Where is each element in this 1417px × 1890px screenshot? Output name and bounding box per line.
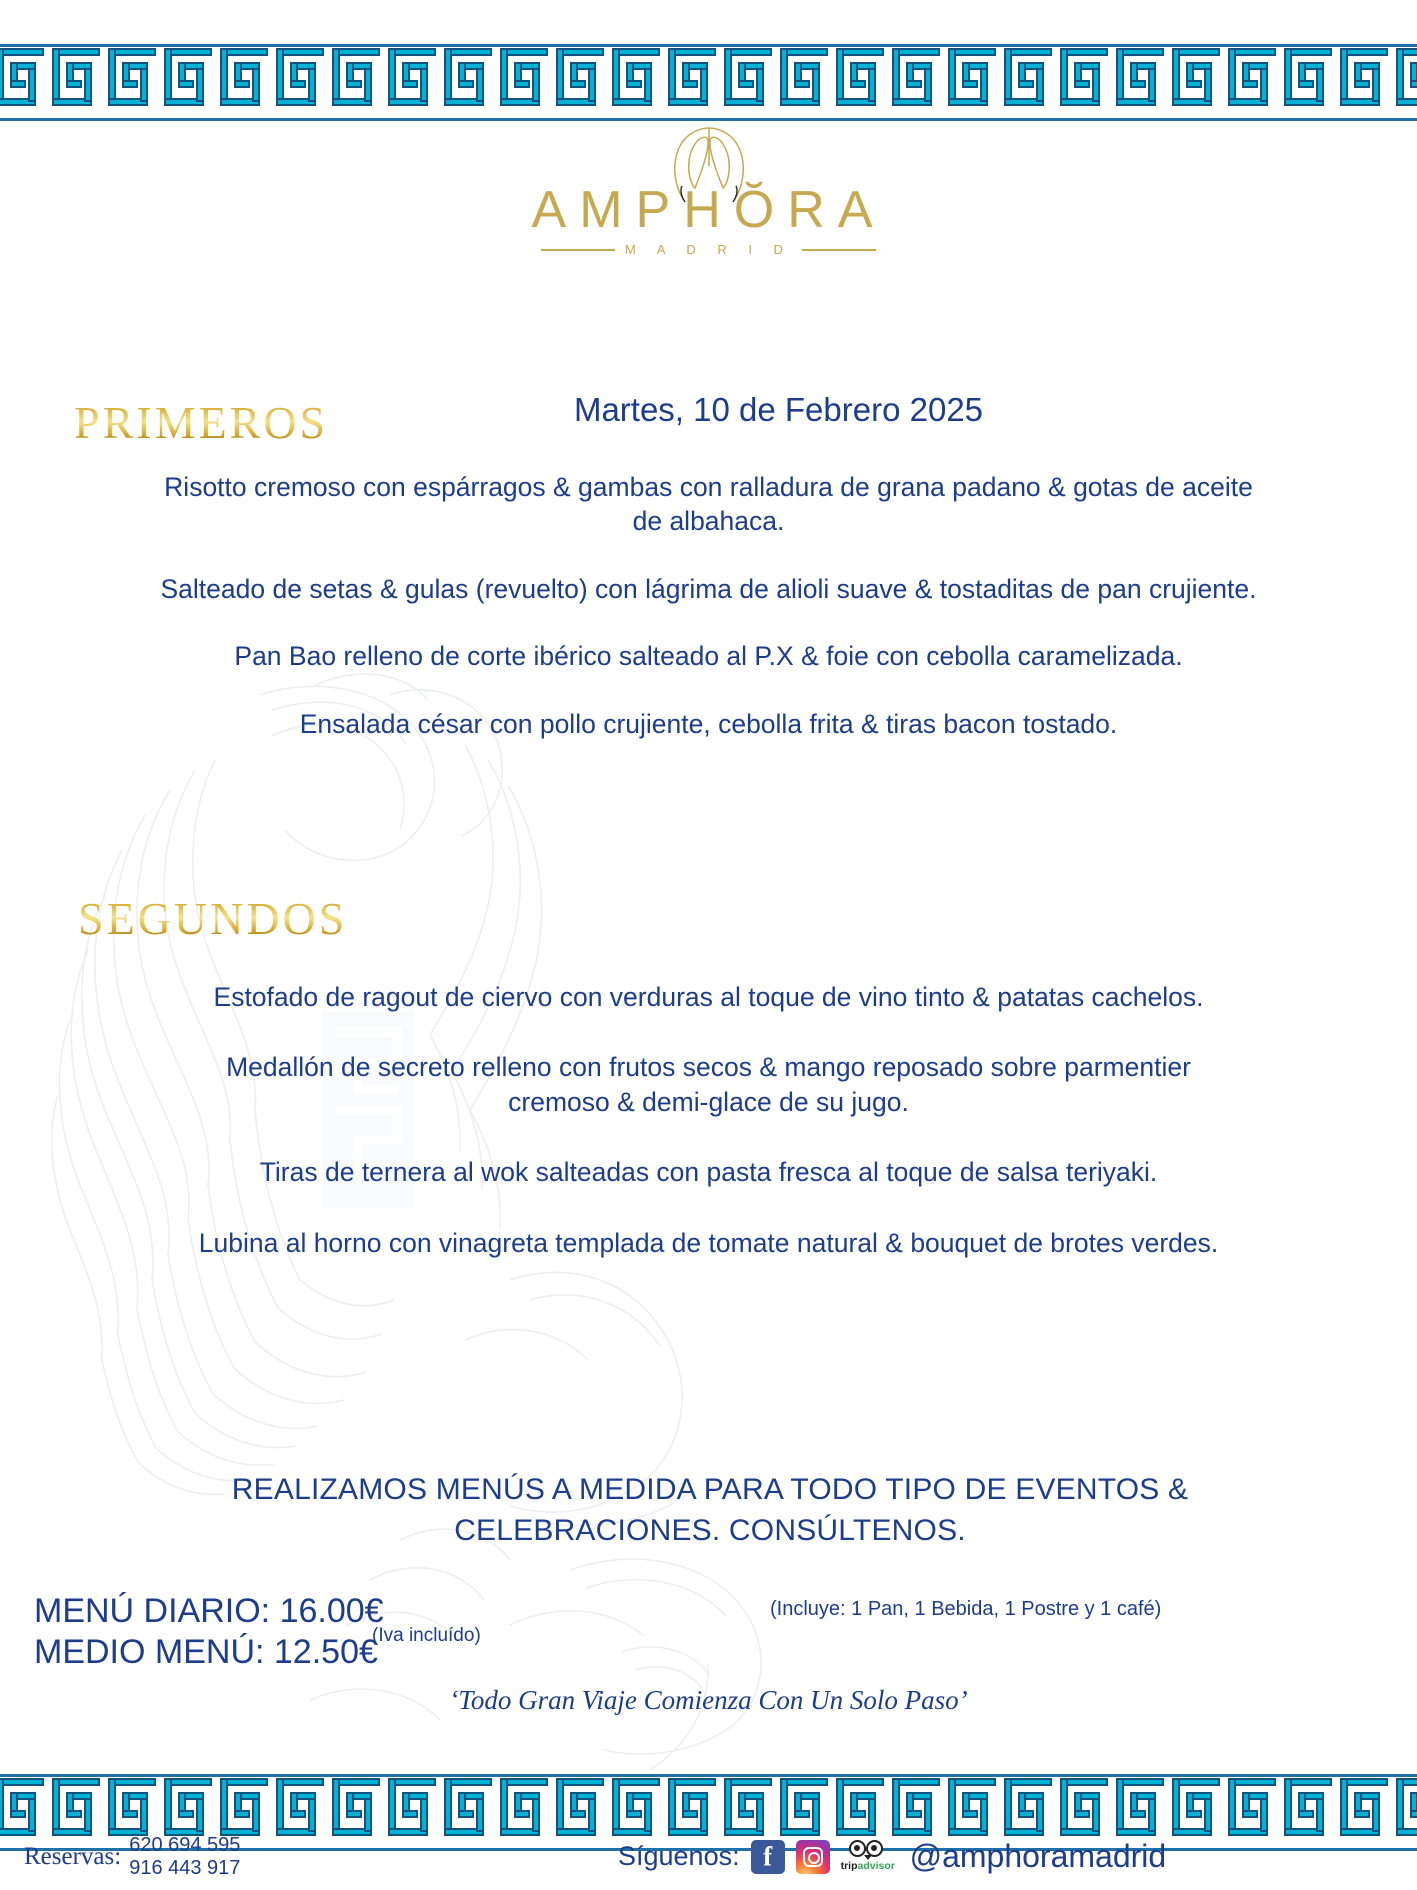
greek-key-motif xyxy=(498,44,554,116)
brand-subtitle: M A D R I D xyxy=(625,242,792,257)
greek-key-motif xyxy=(666,44,722,116)
greek-key-motif xyxy=(554,44,610,116)
follow-label: Síguenos: xyxy=(618,1841,740,1871)
greek-key-motif xyxy=(1338,44,1394,116)
greek-key-motif xyxy=(1114,1774,1170,1846)
greek-key-motif xyxy=(50,44,106,116)
brand-subtitle-row xyxy=(0,242,1417,257)
tripadvisor-wordmark xyxy=(841,1861,893,1872)
greek-key-motif xyxy=(274,44,330,116)
greek-key-motif xyxy=(162,44,218,116)
course-list-segundos xyxy=(40,980,1377,1296)
greek-key-motif xyxy=(1170,44,1226,116)
tripadvisor-owl-glyph xyxy=(849,1840,885,1860)
brand-name: AMPHŎRA xyxy=(531,181,886,239)
greek-key-motif xyxy=(722,44,778,116)
dish-item: Risotto cremoso con espárragos & gambas con ralladura de grana padano & gotas de aceite de albahaca. xyxy=(164,472,1253,537)
greek-key-motif xyxy=(498,1774,554,1846)
greek-key-motif xyxy=(442,44,498,116)
greek-key-motif xyxy=(386,1774,442,1846)
greek-key-motif xyxy=(1282,1774,1338,1846)
greek-key-motif xyxy=(330,44,386,116)
social-follow-block xyxy=(618,1838,1166,1875)
greek-key-motif xyxy=(554,1774,610,1846)
greek-key-motif xyxy=(890,44,946,116)
logo-rule-left xyxy=(541,249,615,251)
tripadvisor-icon[interactable] xyxy=(841,1840,893,1874)
dish-item: Pan Bao relleno de corte ibérico salteado al P.X & foie con cebolla caramelizada. xyxy=(234,641,1183,672)
greek-key-motif xyxy=(610,1774,666,1846)
greek-key-motif xyxy=(666,1774,722,1846)
reservations-label: Reservas: xyxy=(24,1843,122,1871)
greek-key-motif xyxy=(1058,44,1114,116)
course-list-primeros xyxy=(40,470,1377,774)
greek-key-border-top xyxy=(0,44,1417,122)
menu-date: Martes, 10 de Febrero 2025 xyxy=(573,391,984,428)
greek-key-motif xyxy=(1002,44,1058,116)
greek-key-motif xyxy=(330,1774,386,1846)
section-heading-primeros: PRIMEROS xyxy=(74,397,329,448)
greek-key-motif xyxy=(274,1774,330,1846)
reservations-phones xyxy=(129,1834,240,1880)
greek-key-motif xyxy=(1394,44,1417,116)
greek-key-motif xyxy=(834,44,890,116)
events-promo-text: REALIZAMOS MENÚS A MEDIDA PARA TODO TIPO DE EVENTOS & CELEBRACIONES. CONSÚLTENOS. xyxy=(231,1473,1189,1548)
greek-key-motif xyxy=(1282,44,1338,116)
greek-key-motif xyxy=(1338,1774,1394,1846)
dish-item: Medallón de secreto relleno con frutos secos & mango reposado sobre parmentier cremoso & demi-glace de su jugo. xyxy=(226,1052,1191,1117)
facebook-icon[interactable] xyxy=(751,1840,785,1874)
greek-key-motif xyxy=(106,44,162,116)
dish-item: Salteado de setas & gulas (revuelto) con lágrima de alioli suave & tostaditas de pan crujiente. xyxy=(160,573,1257,604)
dish-item: Estofado de ragout de ciervo con verduras al toque de vino tinto & patatas cachelos. xyxy=(213,982,1204,1012)
phone-number-2[interactable]: 916 443 917 xyxy=(129,1857,241,1880)
greek-key-motif xyxy=(1226,44,1282,116)
greek-key-motif xyxy=(610,44,666,116)
greek-key-motif xyxy=(1002,1774,1058,1846)
tagline: ‘Todo Gran Viaje Comienza Con Un Solo Paso’ xyxy=(449,1685,968,1715)
section-heading-segundos: SEGUNDOS xyxy=(78,893,348,944)
greek-key-motif xyxy=(778,44,834,116)
greek-key-motif xyxy=(946,1774,1002,1846)
greek-key-motif xyxy=(1058,1774,1114,1846)
border-rule-top-lower xyxy=(0,118,1417,121)
price-daily-menu: MENÚ DIARIO: 16.00€ xyxy=(34,1592,384,1630)
includes-note: (Incluye: 1 Pan, 1 Bebida, 1 Postre y 1 café) xyxy=(770,1598,1162,1620)
brand-logo xyxy=(0,126,1417,257)
dish-item: Tiras de ternera al wok salteadas con pasta fresca al toque de salsa teriyaki. xyxy=(259,1157,1158,1188)
greek-key-motif xyxy=(890,1774,946,1846)
greek-key-motif xyxy=(1170,1774,1226,1846)
meander-strip-top xyxy=(0,44,1417,122)
iva-note: (Iva incluído) xyxy=(372,1625,481,1646)
greek-key-motif xyxy=(442,1774,498,1846)
greek-key-motif xyxy=(946,44,1002,116)
greek-key-motif xyxy=(0,44,50,116)
pricing-block xyxy=(34,1591,384,1674)
dish-item: Ensalada césar con pollo crujiente, cebolla frita & tiras bacon tostado. xyxy=(299,708,1118,739)
reservations-block xyxy=(24,1834,240,1880)
greek-key-motif xyxy=(218,44,274,116)
greek-key-motif xyxy=(1394,1774,1417,1846)
instagram-icon[interactable] xyxy=(796,1840,830,1874)
dish-item: Lubina al horno con vinagreta templada de tomate natural & bouquet de brotes verdes. xyxy=(198,1227,1219,1258)
phone-number-1[interactable]: 620 694 595 xyxy=(129,1834,241,1856)
logo-rule-right xyxy=(802,249,876,251)
greek-key-motif xyxy=(722,1774,778,1846)
tripadvisor-word-trip: trip xyxy=(840,1859,858,1872)
greek-key-motif xyxy=(834,1774,890,1846)
greek-key-motif xyxy=(1226,1774,1282,1846)
social-handle[interactable]: @amphoramadrid xyxy=(909,1838,1167,1874)
price-half-menu: MEDIO MENÚ: 12.50€ xyxy=(34,1633,378,1672)
greek-key-motif xyxy=(1114,44,1170,116)
greek-key-motif xyxy=(386,44,442,116)
tripadvisor-word-advisor: advisor xyxy=(857,1859,895,1872)
greek-key-motif xyxy=(778,1774,834,1846)
